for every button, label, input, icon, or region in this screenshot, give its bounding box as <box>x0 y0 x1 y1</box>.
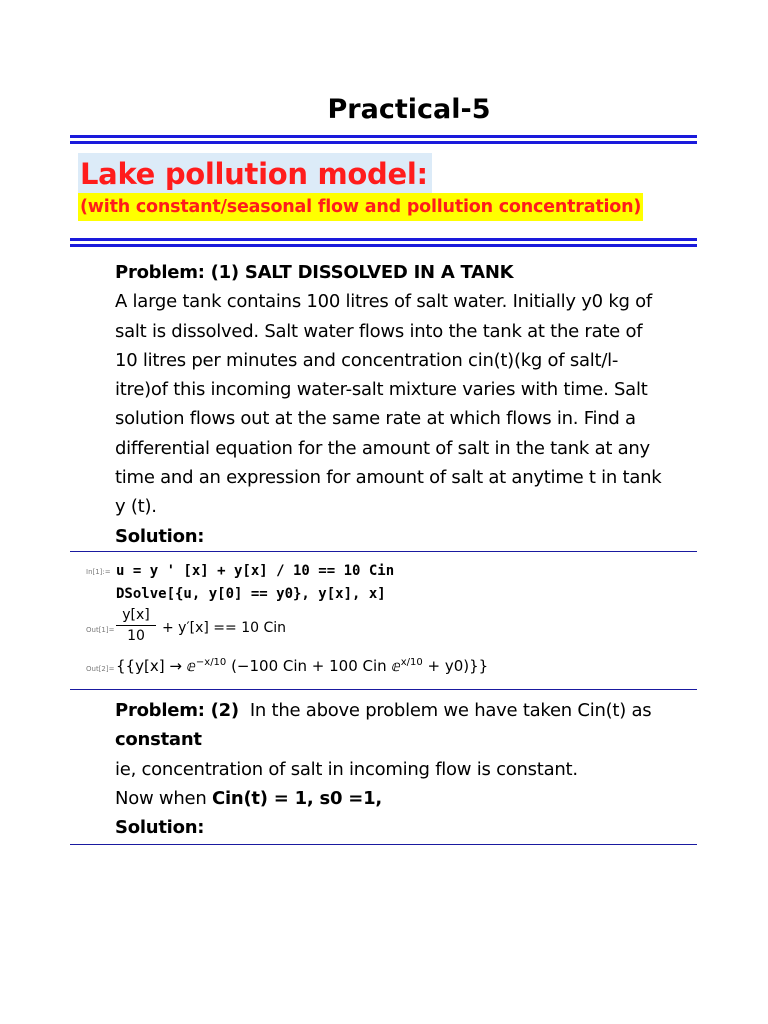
problem-1-line: differential equation for the amount of salt in the tank at any <box>115 437 650 459</box>
section-heading: Lake pollution model: <box>78 153 432 195</box>
problem-1-label: Problem: (1) SALT DISSOLVED IN A TANK <box>115 262 514 283</box>
notebook-divider-bottom <box>70 689 697 690</box>
double-divider-top <box>70 135 697 144</box>
out1-denominator: 10 <box>127 628 145 644</box>
problem-1-line: y (t). <box>115 496 157 518</box>
out1-numerator: y[x] <box>116 607 156 626</box>
out2-part-b: (−100 Cin + 100 Cin ⅇ <box>231 657 401 675</box>
out1-rest: + y′[x] == 10 Cin <box>162 620 287 636</box>
solution-label-1: Solution: <box>115 525 205 547</box>
out2-part-c: + y0)}} <box>427 657 489 675</box>
problem-1 <box>115 258 705 551</box>
problem-1-line: itre)of this incoming water-salt mixture varies with time. Salt <box>115 379 648 401</box>
in-label: In[1]:= <box>86 568 111 576</box>
notebook-divider-top <box>70 551 697 552</box>
out1-label: Out[1]= <box>86 626 115 634</box>
input-line-2[interactable]: DSolve[{u, y[0] == y0}, y[x], x] <box>116 586 386 602</box>
out2-part-a: {{y[x] → ⅇ <box>116 657 196 675</box>
out2-exponent-1: −x/10 <box>195 657 227 668</box>
problem-1-line: solution flows out at the same rate at which flows in. Find a <box>115 408 636 430</box>
problem-2-line-3: ie, concentration of salt in incoming flow is constant. <box>115 758 578 780</box>
out1-fraction <box>116 607 156 644</box>
problem-1-line: time and an expression for amount of salt at anytime t in tank <box>115 467 662 489</box>
final-divider <box>70 844 697 845</box>
out2-exponent-2: x/10 <box>400 657 423 668</box>
section-subheading: (with constant/seasonal flow and pollution concentration) <box>78 193 643 221</box>
double-divider-bottom <box>70 238 697 247</box>
problem-1-line: salt is dissolved. Salt water flows into the tank at the rate of <box>115 320 643 342</box>
problem-2-line-1: Problem: (2) In the above problem we have taken Cin(t) as <box>115 700 652 721</box>
page-title: Practical-5 <box>327 94 491 125</box>
problem-1-line: 10 litres per minutes and concentration cin(t)(kg of salt/l- <box>115 349 619 371</box>
problem-1-line: A large tank contains 100 litres of salt water. Initially y0 kg of <box>115 291 653 313</box>
out2-label: Out[2]= <box>86 665 115 673</box>
solution-label-2: Solution: <box>115 817 205 839</box>
problem-2-constant: constant <box>115 729 202 751</box>
problem-2 <box>115 696 705 842</box>
problem-2-condition: Now when Cin(t) = 1, s0 =1, <box>115 787 382 809</box>
out2-expression <box>116 657 488 675</box>
input-line-1[interactable]: u = y ' [x] + y[x] / 10 == 10 Cin <box>116 563 395 579</box>
